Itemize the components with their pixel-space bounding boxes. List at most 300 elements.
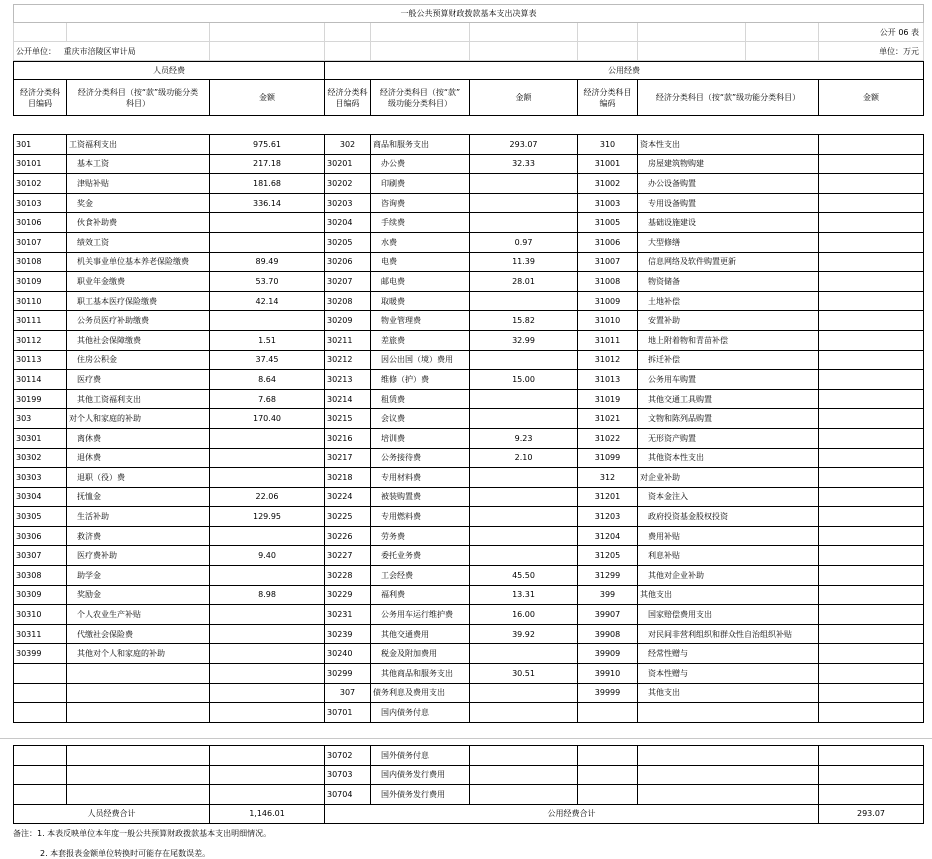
code-cell: 30217 xyxy=(325,448,371,468)
code-cell xyxy=(578,746,638,766)
code-cell: 30305 xyxy=(14,507,67,527)
name-cell: 文物和陈列品购置 xyxy=(638,409,819,429)
code-cell: 30204 xyxy=(325,213,371,233)
name-cell: 职业年金缴费 xyxy=(67,272,210,292)
amount-cell: 89.49 xyxy=(210,252,325,272)
amount-cell xyxy=(819,546,924,566)
code-cell: 31006 xyxy=(578,232,638,252)
amount-cell: 9.40 xyxy=(210,546,325,566)
code-cell: 30301 xyxy=(14,428,67,448)
amount-cell: 37.45 xyxy=(210,350,325,370)
amount-cell xyxy=(819,585,924,605)
page-break-line xyxy=(0,738,932,739)
table-row xyxy=(14,174,924,194)
name-cell: 专用燃料费 xyxy=(371,507,470,527)
code-cell: 301 xyxy=(14,135,67,155)
code-cell: 30224 xyxy=(325,487,371,507)
code-cell: 30304 xyxy=(14,487,67,507)
amount-cell: 129.95 xyxy=(210,507,325,527)
amount-cell xyxy=(210,526,325,546)
name-cell: 专用设备购置 xyxy=(638,193,819,213)
amount-cell xyxy=(210,683,325,703)
amount-cell xyxy=(819,644,924,664)
code-cell: 30307 xyxy=(14,546,67,566)
name-cell: 其他支出 xyxy=(638,585,819,605)
table-row xyxy=(14,746,924,766)
amount-cell xyxy=(470,291,578,311)
name-cell: 印刷费 xyxy=(371,174,470,194)
code-cell: 31001 xyxy=(578,154,638,174)
amount-cell: 15.00 xyxy=(470,370,578,390)
name-cell: 大型修缮 xyxy=(638,232,819,252)
name-cell: 代缴社会保险费 xyxy=(67,624,210,644)
code-cell: 31002 xyxy=(578,174,638,194)
code-cell: 39909 xyxy=(578,644,638,664)
table-row xyxy=(14,291,924,311)
code-cell: 30303 xyxy=(14,468,67,488)
personnel-total-value: 1,146.01 xyxy=(210,804,325,823)
name-cell: 奖金 xyxy=(67,193,210,213)
table-row xyxy=(14,566,924,586)
public-total-value: 293.07 xyxy=(819,804,924,823)
name-cell: 救济费 xyxy=(67,526,210,546)
name-cell: 公务用车购置 xyxy=(638,370,819,390)
amount-cell xyxy=(210,428,325,448)
name-cell: 其他工资福利支出 xyxy=(67,389,210,409)
code-cell: 30103 xyxy=(14,193,67,213)
amount-cell xyxy=(819,174,924,194)
code-cell: 30306 xyxy=(14,526,67,546)
name-cell: 国内债务发行费用 xyxy=(371,765,470,785)
table-row xyxy=(14,765,924,785)
amount-cell xyxy=(819,526,924,546)
code-cell: 30111 xyxy=(14,311,67,331)
code-cell: 30239 xyxy=(325,624,371,644)
code-cell: 31299 xyxy=(578,566,638,586)
amount-cell xyxy=(819,154,924,174)
col-cap-code: 经济分类科目 编码 xyxy=(578,80,638,116)
name-cell: 其他商品和服务支出 xyxy=(371,664,470,684)
amount-cell xyxy=(470,350,578,370)
name-cell: 国外债务发行费用 xyxy=(371,785,470,805)
name-cell xyxy=(638,746,819,766)
name-cell: 取暖费 xyxy=(371,291,470,311)
table-row xyxy=(14,785,924,805)
amount-cell xyxy=(210,746,325,766)
code-cell: 30199 xyxy=(14,389,67,409)
name-cell xyxy=(638,703,819,723)
name-cell: 无形资产购置 xyxy=(638,428,819,448)
code-cell: 30203 xyxy=(325,193,371,213)
public-total-label: 公用经费合计 xyxy=(325,804,819,823)
name-cell: 公务接待费 xyxy=(371,448,470,468)
code-cell: 30206 xyxy=(325,252,371,272)
col-cap-name: 经济分类科目（按“款”级功能分类科目） xyxy=(638,80,819,116)
amount-cell xyxy=(819,746,924,766)
code-cell: 31011 xyxy=(578,330,638,350)
code-cell: 307 xyxy=(325,683,371,703)
amount-cell xyxy=(819,409,924,429)
name-cell: 公务用车运行维护费 xyxy=(371,605,470,625)
code-cell: 399 xyxy=(578,585,638,605)
code-cell: 31012 xyxy=(578,350,638,370)
unit-name: 重庆市涪陵区审计局 xyxy=(63,46,136,56)
code-cell: 30201 xyxy=(325,154,371,174)
name-cell: 物业管理费 xyxy=(371,311,470,331)
table-row xyxy=(14,487,924,507)
amount-cell: 170.40 xyxy=(210,409,325,429)
amount-cell xyxy=(470,785,578,805)
code-cell: 30101 xyxy=(14,154,67,174)
code-cell: 30309 xyxy=(14,585,67,605)
amount-cell xyxy=(819,193,924,213)
code-cell: 30108 xyxy=(14,252,67,272)
table-row xyxy=(14,546,924,566)
name-cell: 医疗费补助 xyxy=(67,546,210,566)
code-cell: 31201 xyxy=(578,487,638,507)
public-header: 公用经费 xyxy=(325,62,924,80)
amount-cell: 217.18 xyxy=(210,154,325,174)
col-pub-name: 经济分类科目（按“款” 级功能分类科目） xyxy=(371,80,470,116)
amount-cell xyxy=(819,624,924,644)
code-cell: 30310 xyxy=(14,605,67,625)
amount-cell xyxy=(819,350,924,370)
code-cell: 30106 xyxy=(14,213,67,233)
name-cell: 被装购置费 xyxy=(371,487,470,507)
code-cell: 30110 xyxy=(14,291,67,311)
name-cell: 邮电费 xyxy=(371,272,470,292)
name-cell: 政府投资基金股权投资 xyxy=(638,507,819,527)
col-name: 经济分类科目（按“款”级功能分类 科目） xyxy=(67,80,210,116)
code-cell: 30399 xyxy=(14,644,67,664)
code-cell: 39910 xyxy=(578,664,638,684)
amount-cell xyxy=(819,683,924,703)
name-cell: 债务利息及费用支出 xyxy=(371,683,470,703)
code-cell: 30214 xyxy=(325,389,371,409)
amount-cell xyxy=(470,487,578,507)
code-cell: 31007 xyxy=(578,252,638,272)
amount-cell: 30.51 xyxy=(470,664,578,684)
amount-cell: 9.23 xyxy=(470,428,578,448)
name-cell: 对个人和家庭的补助 xyxy=(67,409,210,429)
code-cell: 30216 xyxy=(325,428,371,448)
table-row xyxy=(14,703,924,723)
name-cell: 资本金注入 xyxy=(638,487,819,507)
name-cell: 离休费 xyxy=(67,428,210,448)
currency-unit: 单位：万元 xyxy=(819,42,924,61)
code-cell: 30702 xyxy=(325,746,371,766)
amount-cell xyxy=(819,428,924,448)
name-cell: 安置补助 xyxy=(638,311,819,331)
table-row xyxy=(14,507,924,527)
name-cell: 水费 xyxy=(371,232,470,252)
table-row xyxy=(14,526,924,546)
table-row xyxy=(14,468,924,488)
table-row xyxy=(14,135,924,155)
amount-cell: 0.97 xyxy=(470,232,578,252)
name-cell: 会议费 xyxy=(371,409,470,429)
name-cell: 福利费 xyxy=(371,585,470,605)
code-cell: 30109 xyxy=(14,272,67,292)
name-cell: 其他交通费用 xyxy=(371,624,470,644)
name-cell: 个人农业生产补贴 xyxy=(67,605,210,625)
name-cell: 公务员医疗补助缴费 xyxy=(67,311,210,331)
code-cell: 30226 xyxy=(325,526,371,546)
code-cell: 310 xyxy=(578,135,638,155)
amount-cell: 181.68 xyxy=(210,174,325,194)
name-cell: 国家赔偿费用支出 xyxy=(638,605,819,625)
name-cell: 其他交通工具购置 xyxy=(638,389,819,409)
amount-cell: 13.31 xyxy=(470,585,578,605)
table-row xyxy=(14,605,924,625)
amount-cell xyxy=(819,213,924,233)
table-row xyxy=(14,193,924,213)
code-cell: 30208 xyxy=(325,291,371,311)
code-cell: 30228 xyxy=(325,566,371,586)
name-cell: 抚恤金 xyxy=(67,487,210,507)
amount-cell xyxy=(819,272,924,292)
table-row xyxy=(14,252,924,272)
code-cell: 31013 xyxy=(578,370,638,390)
code-cell: 39999 xyxy=(578,683,638,703)
amount-cell xyxy=(470,703,578,723)
table-row xyxy=(14,389,924,409)
amount-cell xyxy=(470,213,578,233)
amount-cell xyxy=(470,507,578,527)
code-cell: 31009 xyxy=(578,291,638,311)
name-cell xyxy=(67,785,210,805)
amount-cell xyxy=(210,765,325,785)
code-cell: 31021 xyxy=(578,409,638,429)
amount-cell: 45.50 xyxy=(470,566,578,586)
amount-cell xyxy=(470,746,578,766)
code-cell: 30107 xyxy=(14,232,67,252)
code-cell: 30704 xyxy=(325,785,371,805)
name-cell: 助学金 xyxy=(67,566,210,586)
amount-cell: 293.07 xyxy=(470,135,578,155)
name-cell: 津贴补贴 xyxy=(67,174,210,194)
amount-cell xyxy=(819,389,924,409)
name-cell: 培训费 xyxy=(371,428,470,448)
personnel-total-label: 人员经费合计 xyxy=(14,804,210,823)
code-cell: 30213 xyxy=(325,370,371,390)
amount-cell: 22.06 xyxy=(210,487,325,507)
table-row xyxy=(14,409,924,429)
name-cell: 其他支出 xyxy=(638,683,819,703)
code-cell: 30218 xyxy=(325,468,371,488)
code-cell: 303 xyxy=(14,409,67,429)
name-cell: 维修（护）费 xyxy=(371,370,470,390)
amount-cell xyxy=(210,468,325,488)
name-cell: 住房公积金 xyxy=(67,350,210,370)
amount-cell xyxy=(210,232,325,252)
name-cell: 资本性赠与 xyxy=(638,664,819,684)
name-cell: 商品和服务支出 xyxy=(371,135,470,155)
amount-cell xyxy=(210,213,325,233)
name-cell: 伙食补助费 xyxy=(67,213,210,233)
amount-cell xyxy=(210,448,325,468)
amount-cell xyxy=(470,644,578,664)
table-row xyxy=(14,448,924,468)
name-cell: 退休费 xyxy=(67,448,210,468)
amount-cell xyxy=(819,785,924,805)
name-cell: 医疗费 xyxy=(67,370,210,390)
name-cell: 对企业补助 xyxy=(638,468,819,488)
name-cell: 职工基本医疗保险缴费 xyxy=(67,291,210,311)
name-cell xyxy=(67,664,210,684)
code-cell xyxy=(578,703,638,723)
table-row xyxy=(14,330,924,350)
code-cell: 31019 xyxy=(578,389,638,409)
name-cell: 其他对企业补助 xyxy=(638,566,819,586)
name-cell: 工会经费 xyxy=(371,566,470,586)
code-cell: 31205 xyxy=(578,546,638,566)
name-cell: 退职（役）费 xyxy=(67,468,210,488)
code-cell: 30308 xyxy=(14,566,67,586)
code-cell: 31099 xyxy=(578,448,638,468)
code-cell: 31022 xyxy=(578,428,638,448)
amount-cell xyxy=(819,135,924,155)
name-cell xyxy=(638,785,819,805)
amount-cell: 53.70 xyxy=(210,272,325,292)
name-cell xyxy=(67,683,210,703)
code-cell: 312 xyxy=(578,468,638,488)
amount-cell: 16.00 xyxy=(470,605,578,625)
table-row xyxy=(14,232,924,252)
amount-cell xyxy=(210,785,325,805)
amount-cell: 975.61 xyxy=(210,135,325,155)
name-cell: 其他对个人和家庭的补助 xyxy=(67,644,210,664)
amount-cell: 8.98 xyxy=(210,585,325,605)
amount-cell xyxy=(819,232,924,252)
amount-cell xyxy=(470,409,578,429)
amount-cell xyxy=(819,370,924,390)
code-cell xyxy=(14,664,67,684)
amount-cell: 42.14 xyxy=(210,291,325,311)
amount-cell xyxy=(210,624,325,644)
name-cell xyxy=(67,746,210,766)
amount-cell xyxy=(470,546,578,566)
name-cell: 租赁费 xyxy=(371,389,470,409)
code-cell: 30207 xyxy=(325,272,371,292)
name-cell: 国外债务付息 xyxy=(371,746,470,766)
code-cell: 30701 xyxy=(325,703,371,723)
amount-cell xyxy=(470,765,578,785)
name-cell: 委托业务费 xyxy=(371,546,470,566)
code-cell xyxy=(14,746,67,766)
note-2: 2. 本套报表金额单位转换时可能存在尾数误差。 xyxy=(40,849,211,858)
code-cell: 30227 xyxy=(325,546,371,566)
code-cell: 30112 xyxy=(14,330,67,350)
amount-cell xyxy=(470,174,578,194)
code-cell: 39907 xyxy=(578,605,638,625)
code-cell: 30225 xyxy=(325,507,371,527)
table-row xyxy=(14,154,924,174)
name-cell: 对民间非营利组织和群众性自治组织补贴 xyxy=(638,624,819,644)
name-cell: 物资储备 xyxy=(638,272,819,292)
code-cell: 30215 xyxy=(325,409,371,429)
code-cell: 31010 xyxy=(578,311,638,331)
code-cell: 31008 xyxy=(578,272,638,292)
code-cell xyxy=(14,703,67,723)
code-cell: 30211 xyxy=(325,330,371,350)
name-cell: 办公设备购置 xyxy=(638,174,819,194)
col-pub-code: 经济分类科 目编码 xyxy=(325,80,371,116)
code-cell: 30113 xyxy=(14,350,67,370)
code-cell: 30202 xyxy=(325,174,371,194)
code-cell: 30302 xyxy=(14,448,67,468)
name-cell: 利息补贴 xyxy=(638,546,819,566)
amount-cell xyxy=(470,468,578,488)
amount-cell xyxy=(210,664,325,684)
name-cell: 工资福利支出 xyxy=(67,135,210,155)
amount-cell: 39.92 xyxy=(470,624,578,644)
amount-cell xyxy=(819,291,924,311)
col-cap-amount: 金额 xyxy=(819,80,924,116)
table-row xyxy=(14,370,924,390)
amount-cell: 1.51 xyxy=(210,330,325,350)
table-row xyxy=(14,624,924,644)
amount-cell xyxy=(210,311,325,331)
amount-cell: 28.01 xyxy=(470,272,578,292)
amount-cell xyxy=(819,507,924,527)
amount-cell xyxy=(819,703,924,723)
code-cell xyxy=(14,785,67,805)
name-cell: 咨询费 xyxy=(371,193,470,213)
header-grid xyxy=(13,4,924,61)
code-cell: 30209 xyxy=(325,311,371,331)
code-cell: 30311 xyxy=(14,624,67,644)
table-number: 公开 06 表 xyxy=(819,23,924,42)
amount-cell xyxy=(819,765,924,785)
code-cell: 31203 xyxy=(578,507,638,527)
name-cell xyxy=(67,765,210,785)
code-cell: 30240 xyxy=(325,644,371,664)
code-cell: 30114 xyxy=(14,370,67,390)
amount-cell xyxy=(819,605,924,625)
name-cell: 土地补偿 xyxy=(638,291,819,311)
amount-cell: 32.99 xyxy=(470,330,578,350)
name-cell: 手续费 xyxy=(371,213,470,233)
code-cell: 39908 xyxy=(578,624,638,644)
code-cell: 30229 xyxy=(325,585,371,605)
amount-cell xyxy=(210,566,325,586)
name-cell: 生活补助 xyxy=(67,507,210,527)
unit-line: 公开单位： 重庆市涪陵区审计局 xyxy=(14,42,210,61)
name-cell: 差旅费 xyxy=(371,330,470,350)
amount-cell xyxy=(210,703,325,723)
code-cell: 302 xyxy=(325,135,371,155)
name-cell: 税金及附加费用 xyxy=(371,644,470,664)
name-cell: 劳务费 xyxy=(371,526,470,546)
code-cell: 31005 xyxy=(578,213,638,233)
name-cell: 拆迁补偿 xyxy=(638,350,819,370)
name-cell xyxy=(638,765,819,785)
code-cell xyxy=(14,683,67,703)
amount-cell: 2.10 xyxy=(470,448,578,468)
amount-cell: 8.64 xyxy=(210,370,325,390)
expenditure-table-continued xyxy=(13,745,924,824)
amount-cell: 15.82 xyxy=(470,311,578,331)
table-row xyxy=(14,213,924,233)
table-row xyxy=(14,311,924,331)
code-cell: 30212 xyxy=(325,350,371,370)
table-row xyxy=(14,272,924,292)
name-cell: 基础设施建设 xyxy=(638,213,819,233)
col-pub-amount: 金额 xyxy=(470,80,578,116)
name-cell: 信息网络及软件购置更新 xyxy=(638,252,819,272)
amount-cell xyxy=(819,468,924,488)
